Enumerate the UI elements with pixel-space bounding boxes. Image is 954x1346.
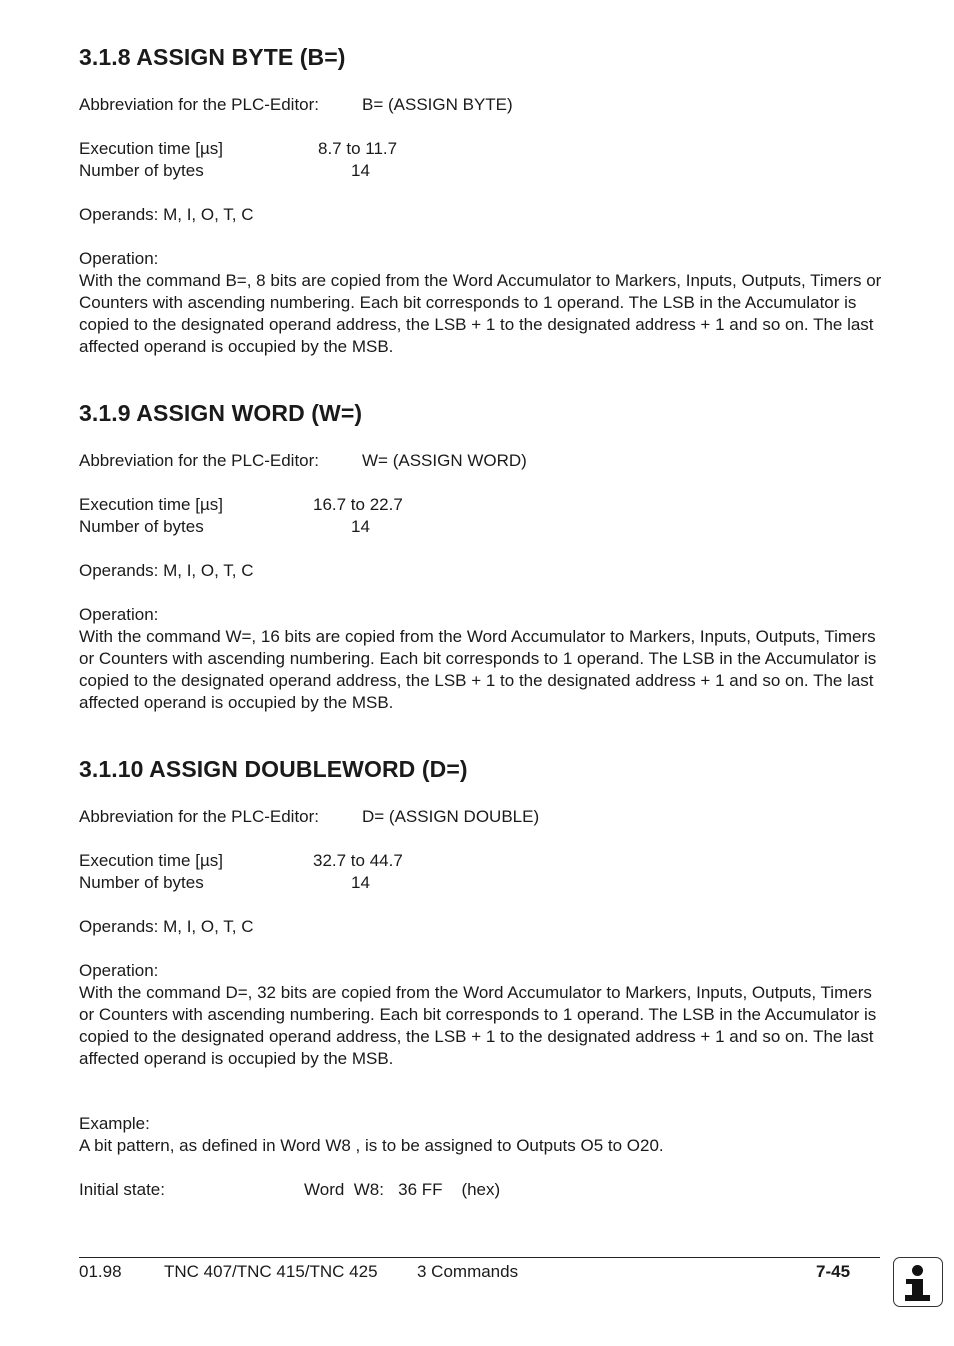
footer-page-number: 7-45: [816, 1262, 851, 1281]
example-label: Example:: [79, 1114, 150, 1133]
operation-label: Operation:: [79, 249, 159, 268]
operation-label: Operation:: [79, 961, 159, 980]
operation-paragraph: With the command B=, 8 bits are copied from the Word Accumulator to Markers, Inputs, Outputs, Timers or Counters with ascending numbering. Each bit corresponds to 1 operand. The LSB in the Accumulator is copied to the designated operand address, the LSB + 1 to the designated address + 1 and so on. The last affected operand is occupied by the MSB.: [79, 271, 882, 356]
bytes-label: Number of bytes: [79, 873, 204, 892]
footer-rule: [79, 1257, 880, 1258]
bytes-label: Number of bytes: [79, 517, 204, 536]
bytes-value: 14: [351, 161, 370, 180]
bytes-value: 14: [351, 873, 370, 892]
bytes-label: Number of bytes: [79, 161, 204, 180]
footer-chapter: 3 Commands: [417, 1262, 519, 1281]
abbrev-label: Abbreviation for the PLC-Editor:: [79, 807, 320, 826]
section-heading: 3.1.8 ASSIGN BYTE (B=): [79, 44, 346, 70]
operation-paragraph: With the command D=, 32 bits are copied from the Word Accumulator to Markers, Inputs, Outputs, Timers or Counters with ascending numbering. Each bit corresponds to 1 operand. The LSB in the Accumulator is copied to the designated operand address, the LSB + 1 to the designated address + 1 and so on. The last affected operand is occupied by the MSB.: [79, 983, 877, 1068]
footer-model: TNC 407/TNC 415/TNC 425: [164, 1262, 378, 1281]
initial-state-label: Initial state:: [79, 1180, 165, 1199]
section-heading: 3.1.9 ASSIGN WORD (W=): [79, 400, 363, 426]
abbrev-value: W= (ASSIGN WORD): [362, 451, 527, 470]
initial-state-value: Word W8: 36 FF (hex): [304, 1180, 501, 1199]
exec-time-label: Execution time [µs]: [79, 851, 223, 870]
abbrev-value: B= (ASSIGN BYTE): [362, 95, 513, 114]
bytes-value: 14: [351, 517, 370, 536]
exec-time-value: 16.7 to 22.7: [313, 495, 403, 514]
operands-line: Operands: M, I, O, T, C: [79, 917, 254, 936]
exec-time-value: 8.7 to 11.7: [318, 139, 398, 158]
operands-line: Operands: M, I, O, T, C: [79, 561, 254, 580]
footer-date: 01.98: [79, 1262, 122, 1281]
exec-time-label: Execution time [µs]: [79, 495, 223, 514]
abbrev-value: D= (ASSIGN DOUBLE): [362, 807, 540, 826]
exec-time-label: Execution time [µs]: [79, 139, 223, 158]
operation-paragraph: With the command W=, 16 bits are copied from the Word Accumulator to Markers, Inputs, Outputs, Timers or Counters with ascending numbering. Each bit corresponds to 1 operand. The LSB in the Accumulator is copied to the designated operand address, the LSB + 1 to the designated address + 1 and so on. The last affected operand is occupied by the MSB.: [79, 627, 877, 712]
info-icon: [893, 1257, 943, 1307]
abbrev-label: Abbreviation for the PLC-Editor:: [79, 95, 320, 114]
abbrev-label: Abbreviation for the PLC-Editor:: [79, 451, 320, 470]
operation-label: Operation:: [79, 605, 159, 624]
operands-line: Operands: M, I, O, T, C: [79, 205, 254, 224]
example-text: A bit pattern, as defined in Word W8 , is to be assigned to Outputs O5 to O20.: [79, 1136, 664, 1155]
section-heading: 3.1.10 ASSIGN DOUBLEWORD (D=): [79, 756, 468, 782]
exec-time-value: 32.7 to 44.7: [313, 851, 403, 870]
